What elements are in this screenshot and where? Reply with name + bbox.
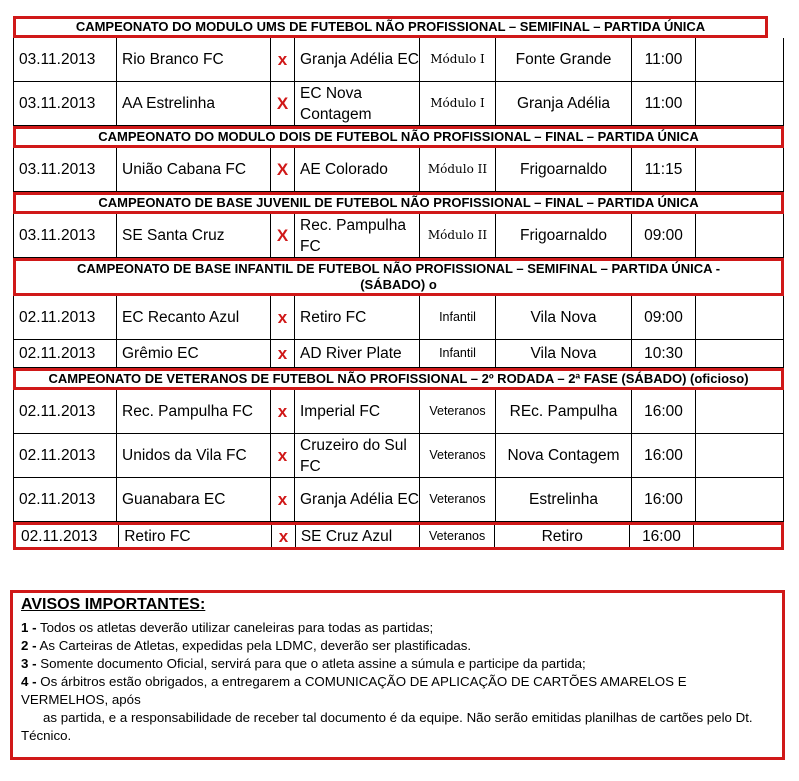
notice-item — [21, 673, 774, 709]
match-category: Infantil — [420, 340, 496, 367]
match-category: Veteranos — [420, 390, 496, 433]
match-venue: Granja Adélia — [496, 82, 632, 125]
match-venue: Frigoarnaldo — [496, 148, 632, 191]
match-venue: Vila Nova — [496, 296, 632, 339]
notice-continuation-text: as partida, e a responsabilidade de receber tal documento é da equipe. Não serão emitidas planilhas de cartões pelo Dt. Técnico. — [21, 710, 753, 743]
match-venue: Nova Contagem — [496, 434, 632, 477]
away-team: SE Cruz Azul — [295, 525, 420, 547]
versus-mark: x — [277, 344, 288, 363]
match-time: 11:15 — [632, 148, 696, 191]
match-row — [13, 296, 784, 340]
home-team: União Cabana FC — [117, 148, 271, 191]
notice-text: Somente documento Oficial, servirá para que o atleta assine a súmula e participe da partida; — [36, 656, 586, 671]
home-team: AA Estrelinha — [117, 82, 271, 125]
notice-text: As Carteiras de Atletas, expedidas pela LDMC, deverão ser plastificadas. — [36, 638, 472, 653]
match-category: Módulo II — [420, 214, 496, 257]
versus-mark: x — [278, 526, 289, 546]
match-date: 03.11.2013 — [13, 38, 117, 81]
match-venue: Vila Nova — [496, 340, 632, 367]
match-time: 09:00 — [632, 214, 696, 257]
match-row — [13, 340, 784, 368]
match-row — [13, 390, 784, 434]
empty-cell — [696, 38, 784, 81]
notice-item — [21, 655, 774, 673]
away-team: AD River Plate — [294, 340, 420, 367]
match-category: Veteranos — [420, 434, 496, 477]
match-venue: Frigoarnaldo — [496, 214, 632, 257]
section-title: CAMPEONATO DE BASE INFANTIL DE FUTEBOL NÃO PROFISSIONAL – SEMIFINAL – PARTIDA ÚNICA - (SÁBADO) o — [13, 258, 784, 296]
match-date: 02.11.2013 — [13, 478, 117, 521]
section-title: CAMPEONATO DE BASE JUVENIL DE FUTEBOL NÃO PROFISSIONAL – FINAL – PARTIDA ÚNICA — [13, 192, 784, 214]
away-team: Imperial FC — [294, 390, 420, 433]
match-date: 02.11.2013 — [16, 525, 119, 547]
section-title: CAMPEONATO DE VETERANOS DE FUTEBOL NÃO PROFISSIONAL – 2º RODADA – 2ª FASE (SÁBADO) (oficioso) — [13, 368, 784, 390]
match-category: Veteranos — [420, 525, 495, 547]
away-team: Granja Adélia EC — [294, 38, 420, 81]
notice-text: Os árbitros estão obrigados, a entregarem a COMUNICAÇÃO DE APLICAÇÃO DE CARTÕES AMARELOS E VERMELHOS, após — [21, 674, 687, 707]
empty-cell — [694, 525, 781, 547]
section-title: CAMPEONATO DO MODULO UMS DE FUTEBOL NÃO PROFISSIONAL – SEMIFINAL – PARTIDA ÚNICA — [13, 16, 768, 38]
match-category: Veteranos — [420, 478, 496, 521]
notice-text: Todos os atletas deverão utilizar caneleiras para todas as partidas; — [36, 620, 434, 635]
match-time: 11:00 — [632, 82, 696, 125]
notices-box — [10, 590, 785, 760]
match-row — [13, 148, 784, 192]
match-row — [13, 522, 784, 550]
match-row — [13, 478, 784, 522]
match-time: 16:00 — [632, 478, 696, 521]
match-category: Módulo I — [420, 82, 496, 125]
match-time: 09:00 — [632, 296, 696, 339]
empty-cell — [696, 478, 784, 521]
versus-mark: x — [277, 402, 288, 421]
notice-item — [21, 619, 774, 637]
versus-mark: x — [277, 308, 288, 327]
empty-cell — [696, 434, 784, 477]
empty-cell — [696, 340, 784, 367]
match-date: 02.11.2013 — [13, 390, 117, 433]
match-date: 02.11.2013 — [13, 296, 117, 339]
versus-mark: X — [276, 94, 289, 113]
match-time: 11:00 — [632, 38, 696, 81]
home-team: SE Santa Cruz — [117, 214, 271, 257]
empty-cell — [696, 82, 784, 125]
section-title: CAMPEONATO DO MODULO DOIS DE FUTEBOL NÃO PROFISSIONAL – FINAL – PARTIDA ÚNICA — [13, 126, 784, 148]
match-venue: Estrelinha — [496, 478, 632, 521]
match-time: 16:00 — [630, 525, 694, 547]
versus-mark: x — [277, 50, 288, 69]
match-row — [13, 82, 784, 126]
home-team: EC Recanto Azul — [117, 296, 271, 339]
match-date: 02.11.2013 — [13, 340, 117, 367]
empty-cell — [696, 214, 784, 257]
match-row — [13, 38, 784, 82]
away-team: EC Nova Contagem — [294, 82, 420, 125]
away-team: AE Colorado — [294, 148, 420, 191]
notices-title: AVISOS IMPORTANTES: — [21, 596, 206, 613]
versus-mark: X — [276, 226, 289, 245]
match-venue: Fonte Grande — [496, 38, 632, 81]
away-team: Granja Adélia EC — [294, 478, 420, 521]
empty-cell — [696, 390, 784, 433]
match-row — [13, 214, 784, 258]
versus-mark: x — [277, 446, 288, 465]
match-date: 03.11.2013 — [13, 82, 117, 125]
versus-mark: x — [277, 490, 288, 509]
match-time: 10:30 — [632, 340, 696, 367]
versus-mark: X — [276, 160, 289, 179]
match-category: Módulo II — [420, 148, 496, 191]
notice-number: 2 - — [21, 638, 37, 653]
empty-cell — [696, 296, 784, 339]
notice-continuation — [21, 709, 774, 745]
match-row — [13, 434, 784, 478]
away-team: Cruzeiro do Sul FC — [294, 434, 420, 477]
home-team: Guanabara EC — [117, 478, 271, 521]
match-date: 03.11.2013 — [13, 214, 117, 257]
match-date: 03.11.2013 — [13, 148, 117, 191]
notice-number: 4 - — [21, 674, 37, 689]
match-venue: REc. Pampulha — [496, 390, 632, 433]
home-team: Grêmio EC — [117, 340, 271, 367]
notice-number: 3 - — [21, 656, 37, 671]
match-venue: Retiro — [495, 525, 630, 547]
match-time: 16:00 — [632, 390, 696, 433]
empty-cell — [696, 148, 784, 191]
schedule-table — [13, 16, 784, 550]
match-category: Infantil — [420, 296, 496, 339]
match-time: 16:00 — [632, 434, 696, 477]
home-team: Rio Branco FC — [117, 38, 271, 81]
match-category: Módulo I — [420, 38, 496, 81]
home-team: Unidos da Vila FC — [117, 434, 271, 477]
notice-number: 1 - — [21, 620, 37, 635]
home-team: Rec. Pampulha FC — [117, 390, 271, 433]
away-team: Retiro FC — [294, 296, 420, 339]
away-team: Rec. Pampulha FC — [294, 214, 420, 257]
home-team: Retiro FC — [119, 525, 272, 547]
notice-item — [21, 637, 774, 655]
match-date: 02.11.2013 — [13, 434, 117, 477]
